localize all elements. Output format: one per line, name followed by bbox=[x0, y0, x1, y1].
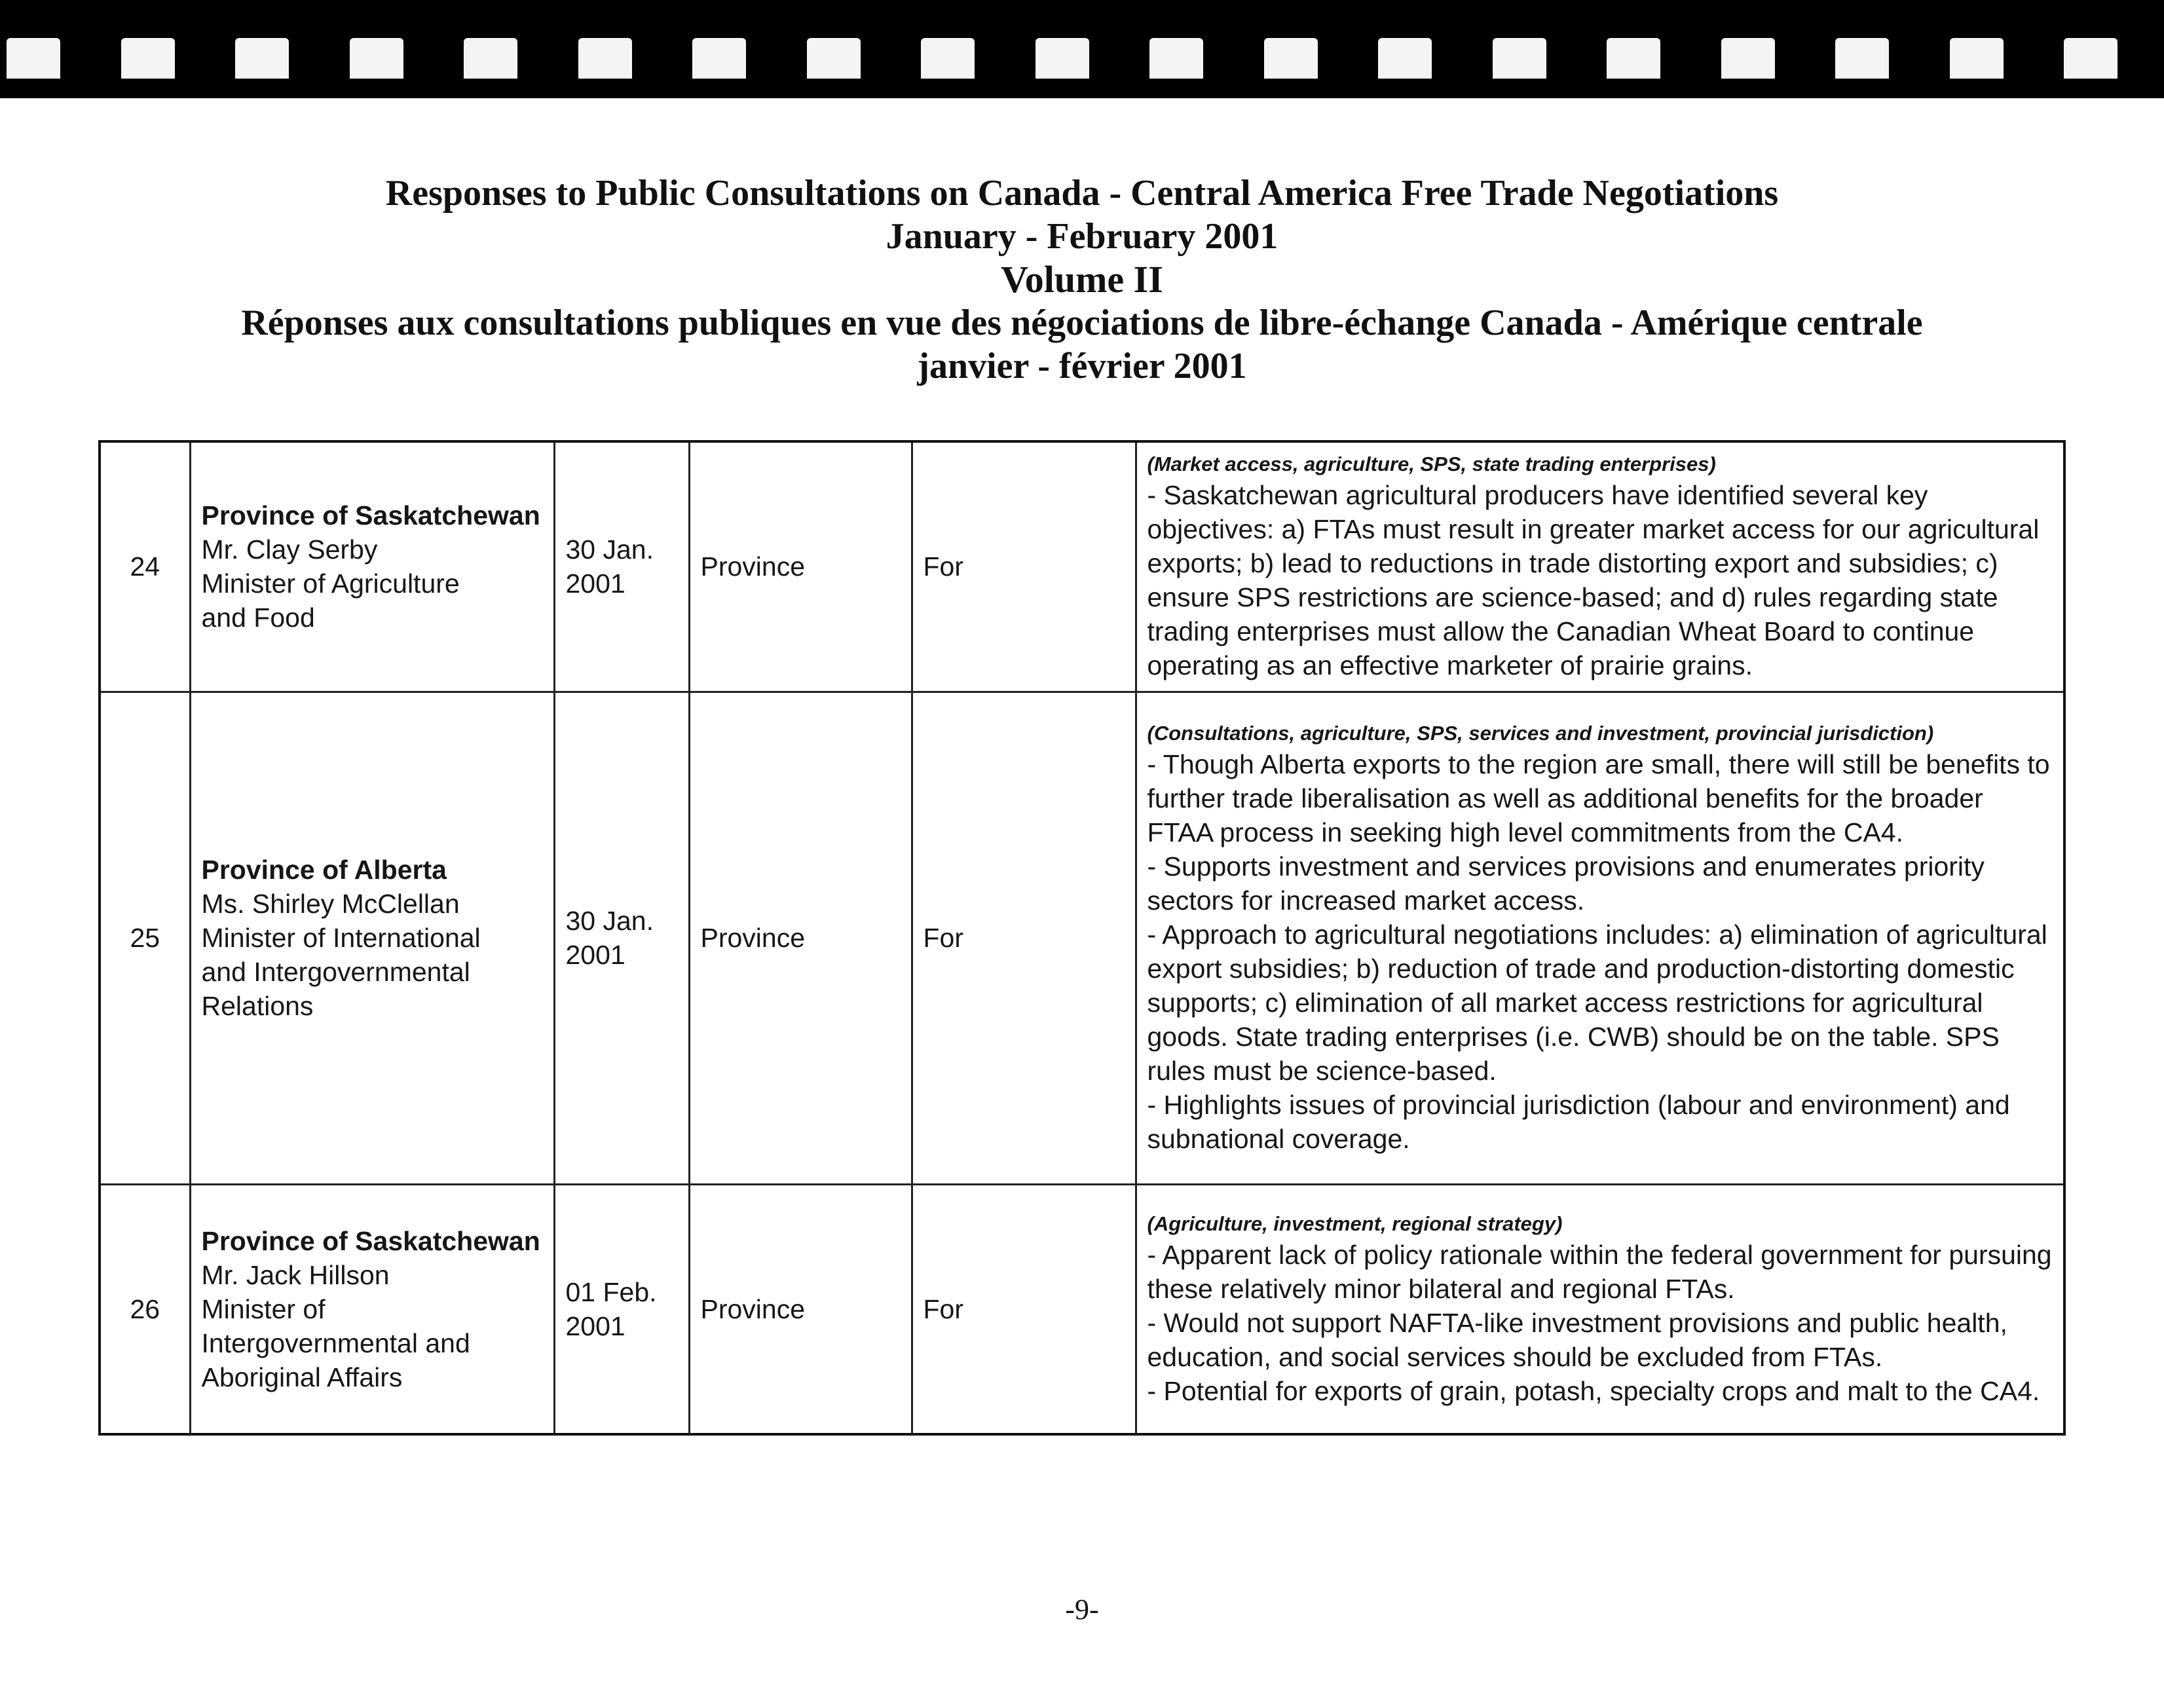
binding-slot bbox=[1149, 38, 1203, 79]
respondent-type-cell bbox=[689, 692, 912, 1184]
topics-line: (Consultations, agriculture, SPS, services and investment, provincial jurisdiction) bbox=[1147, 722, 1934, 745]
summary-point: - Approach to agricultural negotiations includes: a) elimination of agricultural export subsidies; b) reduction of trade and production-distorting domestic supports; c) elimination of all market access restrictions for agricultural goods. State trading enterprises (i.e. CWB) should be on the table. SPS rules must be science-based. bbox=[1147, 919, 2047, 1086]
contact-name: Mr. Clay Serby bbox=[201, 534, 378, 565]
volume-label: Volume II bbox=[1001, 258, 1163, 301]
position-cell bbox=[912, 1184, 1136, 1434]
date-cell bbox=[554, 692, 689, 1184]
contact-title-line: Minister of bbox=[201, 1293, 326, 1324]
binding-slot bbox=[807, 38, 861, 79]
period-english: January - February 2001 bbox=[886, 216, 1278, 257]
respondent-type-cell bbox=[689, 1184, 912, 1434]
table-row bbox=[100, 1184, 2064, 1434]
summary-cell bbox=[1136, 692, 2064, 1184]
title-english: Responses to Public Consultations on Canada - Central America Free Trade Negotiations bbox=[385, 173, 1779, 214]
page-number: -9- bbox=[1065, 1593, 1099, 1625]
binding-slot bbox=[2064, 38, 2117, 79]
position-value: For bbox=[923, 551, 963, 582]
summary-point: - Would not support NAFTA-like investment provisions and public health, education, and social services should be excluded from FTAs. bbox=[1147, 1307, 2007, 1372]
organization-name: Province of Saskatchewan bbox=[201, 500, 540, 531]
contact-title-line: Aboriginal Affairs bbox=[201, 1362, 403, 1392]
binding-slot bbox=[1035, 38, 1089, 79]
topics-line: (Market access, agriculture, SPS, state trading enterprises) bbox=[1147, 453, 1716, 476]
binding-slot bbox=[121, 38, 175, 79]
row-number-cell bbox=[100, 441, 190, 692]
position-cell bbox=[912, 692, 1136, 1184]
summary-point: - Supports investment and services provisions and enumerates priority sectors for increased market access. bbox=[1147, 851, 1985, 916]
date-year: 2001 bbox=[565, 568, 625, 599]
row-number: 26 bbox=[130, 1293, 160, 1324]
summary-point: - Saskatchewan agricultural producers have identified several key objectives: a) FTAs must result in greater market access for our agricultural exports; b) lead to reductions in trade distorting export and subsidies; c) ensure SPS restrictions are science-based; and d) rules regarding state trading enterprises must allow the Canadian Wheat Board to continue operating as an effective marketer of prairie grains. bbox=[1147, 480, 2040, 681]
contact-title-line: and Intergovernmental bbox=[201, 957, 470, 987]
summary-point: - Potential for exports of grain, potash, specialty crops and malt to the CA4. bbox=[1147, 1375, 2040, 1406]
binding-slot bbox=[1835, 38, 1889, 79]
row-number-cell bbox=[100, 692, 190, 1184]
summary-point: - Apparent lack of policy rationale within the federal government for pursuing these relatively minor bilateral and regional FTAs. bbox=[1147, 1239, 2052, 1304]
date-day: 30 Jan. bbox=[565, 534, 654, 565]
title-french: Réponses aux consultations publiques en vue des négociations de libre-échange Canada - Amérique centrale bbox=[241, 303, 1923, 343]
binding-slot bbox=[235, 38, 289, 79]
period-french: janvier - février 2001 bbox=[917, 346, 1247, 386]
binding-slot bbox=[921, 38, 975, 79]
document-header bbox=[0, 172, 2164, 388]
summary-cell bbox=[1136, 441, 2064, 692]
binding-slot bbox=[1950, 38, 2004, 79]
date-day: 30 Jan. bbox=[565, 906, 654, 936]
binding-slot bbox=[1264, 38, 1318, 79]
contact-title-line: Intergovernmental and bbox=[201, 1327, 470, 1358]
contact-title-line: Minister of Agriculture bbox=[201, 568, 460, 599]
consultation-table bbox=[98, 440, 2066, 1436]
contact-name: Ms. Shirley McClellan bbox=[201, 889, 460, 919]
binding-slot bbox=[1493, 38, 1546, 79]
topics-line: (Agriculture, investment, regional strategy) bbox=[1147, 1212, 1563, 1235]
contact-title-line: and Food bbox=[201, 603, 315, 633]
binding-slot bbox=[464, 38, 517, 79]
contact-name: Mr. Jack Hillson bbox=[201, 1259, 390, 1290]
binding-slot bbox=[1378, 38, 1432, 79]
date-day: 01 Feb. bbox=[565, 1276, 657, 1307]
binding-slot bbox=[350, 38, 403, 79]
organization-cell bbox=[190, 692, 554, 1184]
row-number: 24 bbox=[130, 551, 160, 582]
contact-title-line: Minister of International bbox=[201, 923, 481, 953]
position-value: For bbox=[923, 923, 963, 953]
summary-point: - Highlights issues of provincial jurisdiction (labour and environment) and subnational coverage. bbox=[1147, 1090, 2010, 1154]
contact-title-line: Relations bbox=[201, 991, 314, 1021]
summary-point: - Though Alberta exports to the region are small, there will still be benefits to further trade liberalisation as well as additional benefits for the broader FTAA process in seeking high level commitments from the CA4. bbox=[1147, 749, 2050, 847]
date-year: 2001 bbox=[565, 940, 625, 970]
date-cell bbox=[554, 441, 689, 692]
respondent-type: Province bbox=[700, 1293, 806, 1324]
summary-cell bbox=[1136, 1184, 2064, 1434]
organization-name: Province of Alberta bbox=[201, 855, 447, 885]
table-row bbox=[100, 441, 2064, 692]
organization-cell bbox=[190, 1184, 554, 1434]
binding-slot bbox=[1607, 38, 1660, 79]
organization-name: Province of Saskatchewan bbox=[201, 1225, 540, 1256]
binding-slot bbox=[1721, 38, 1775, 79]
respondent-type: Province bbox=[700, 923, 806, 953]
row-number: 25 bbox=[130, 923, 160, 953]
binding-slot bbox=[692, 38, 746, 79]
organization-cell bbox=[190, 441, 554, 692]
date-cell bbox=[554, 1184, 689, 1434]
binding-slot bbox=[578, 38, 632, 79]
position-value: For bbox=[923, 1293, 963, 1324]
respondent-type-cell bbox=[689, 441, 912, 692]
table-row bbox=[100, 692, 2064, 1184]
respondent-type: Province bbox=[700, 551, 806, 582]
date-year: 2001 bbox=[565, 1310, 625, 1341]
spiral-binding bbox=[0, 0, 2164, 98]
row-number-cell bbox=[100, 1184, 190, 1434]
position-cell bbox=[912, 441, 1136, 692]
binding-slot bbox=[7, 38, 60, 79]
